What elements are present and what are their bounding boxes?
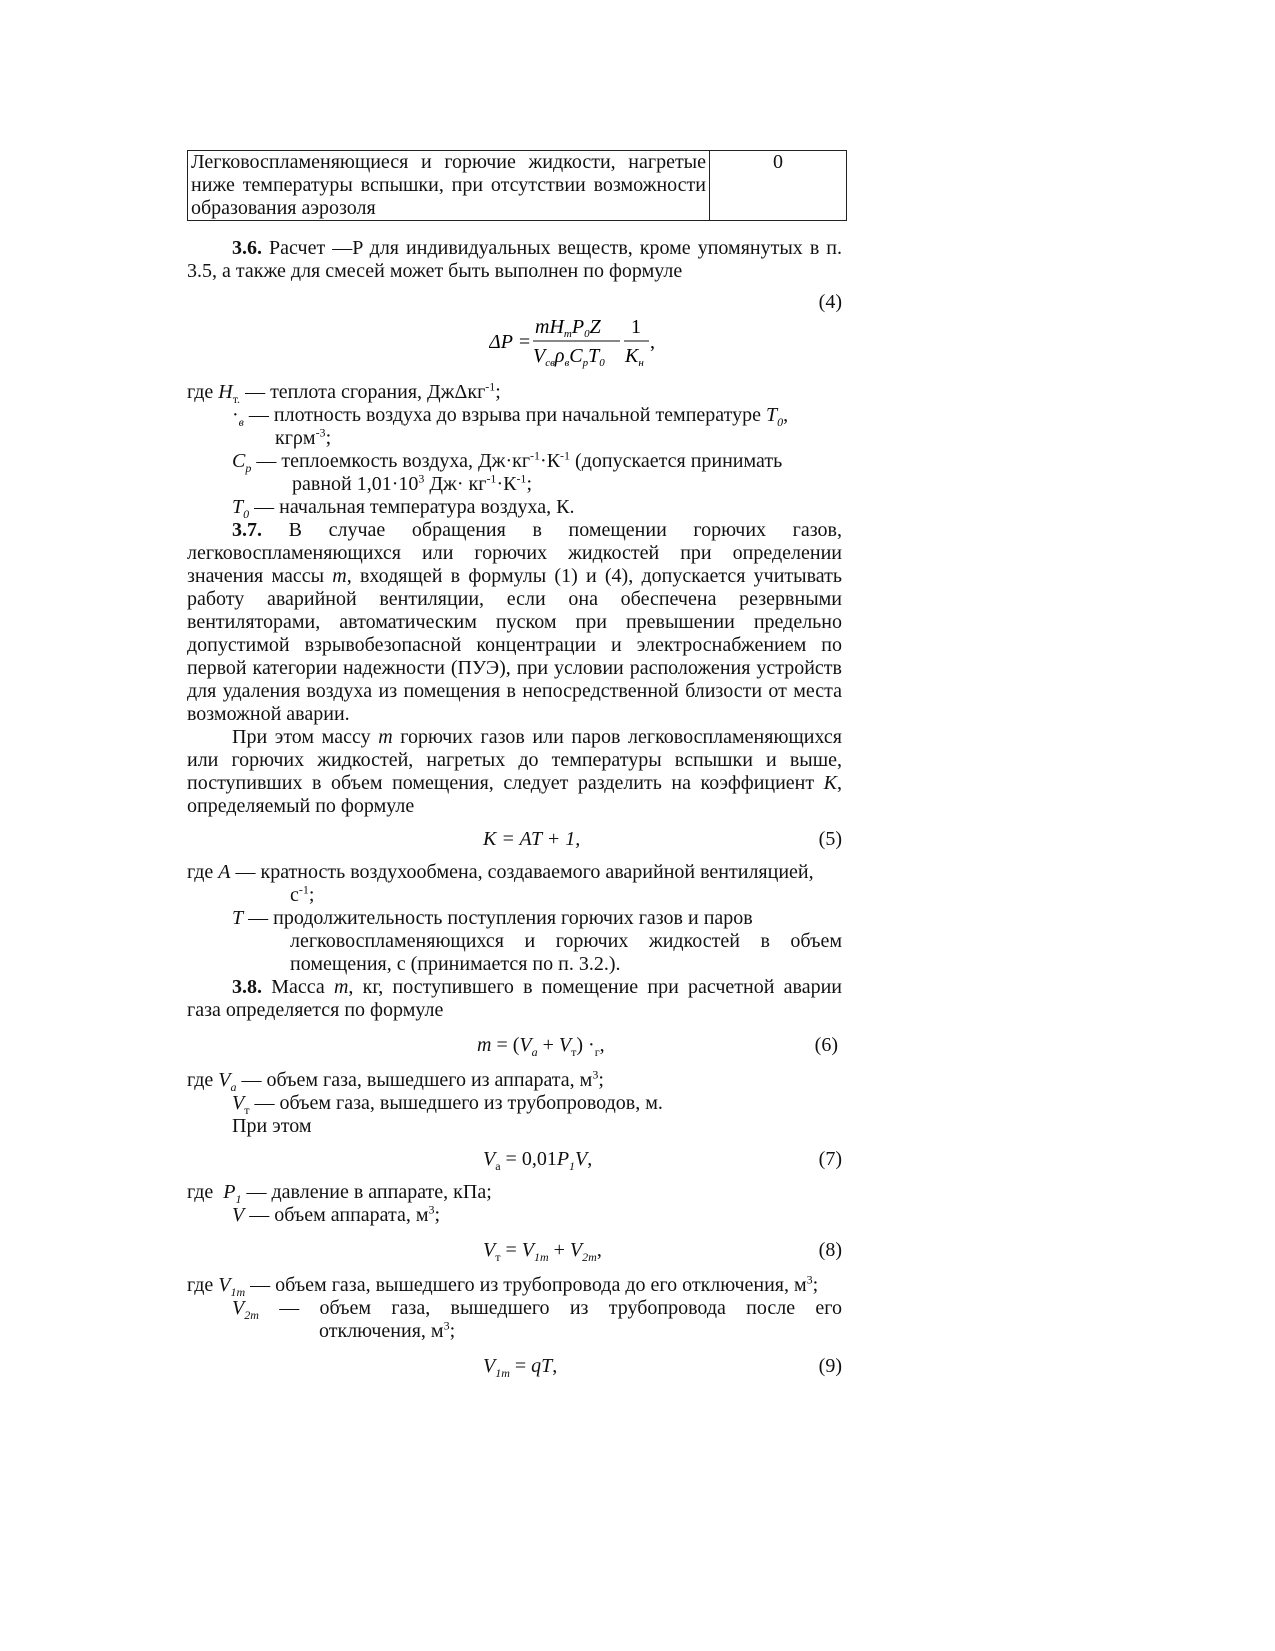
table-cell-value: 0 [710,151,847,221]
paragraph-3-6 [187,237,842,283]
formula-num-mh: mH [535,316,564,338]
def-heat: где $H_{т.}$ — теплота сгорания, ДжΔкг$^{-1}$; [187,379,501,406]
def-t0: $T_0$ — начальная температура воздуха, К. [232,496,575,521]
svg-text:VсвρвCрT0: $V_{св}\rho_вC_рT_0$ [533,345,605,369]
formula-7: $V_а = 0,01P_1V$, [483,1148,593,1173]
def-v: V — объем аппарата, $м^3$; [232,1202,441,1226]
svg-text:Kн: $K_н$ [625,345,644,369]
document-page [187,150,842,1388]
equation-8 [187,1239,842,1262]
equation-7 [187,1148,842,1171]
equation-9 [187,1355,842,1378]
paragraph-3-7: 3.7. В случае обращения в помещении горючих газов, легковоспламеняющихся или горючих жидкостей при определении значения массы m, входящей в формулы (1) и (4), допускается учитывать работу аварийной вентиляции, если она обеспечена резервными вентиляторами, автоматическим пуском при превышении предельно допустимой взрывобезопасной концентрации и электроснабжением по первой категории надежности (ПУЭ), при условии расположения устройств для удаления воздуха из помещения в непосредственной близости от места возможной аварии. [187,519,842,725]
paragraph-text: Расчет —P для индивидуальных веществ, кроме упомянутых в п. 3.5, а также для смесей может быть выполнен по формуле [187,237,842,282]
formula-den-v: V [533,345,546,367]
substance-table [187,150,847,221]
def-a: где A — кратность воздухообмена, создаваемого аварийной вентиляцией, $с^{-1}$; [187,861,814,906]
def-t: T — продолжительность поступления горючих газов и паров легковоспламеняющихся и горючих жидкостей в объем помещения, с (принимается по п. 3.2.). [232,907,842,975]
def-v2t: $V_{2т}$ — объем газа, вышедшего из трубопровода после его отключения, $м^3$; [232,1297,842,1342]
paragraph-3-8: 3.8. Масса m, кг, поступившего в помещение при расчетной аварии газа определяется по формуле [187,976,842,1021]
fraction2-den: K [625,345,639,367]
table-cell-substance: Легковоспламеняющиеся и горючие жидкости, нагретые ниже температуры вспышки, при отсутствии возможности образования аэрозоля [188,151,710,221]
formula-lhs: ΔP = [489,331,532,353]
equation-number: (7) [818,1148,842,1170]
section-number: 3.6. [232,237,262,259]
fraction2-num: 1 [631,316,641,338]
formula-6: $m = (V_а + V_т) \cdot_г$, [477,1034,605,1059]
equation-number: (9) [818,1355,842,1377]
svg-text:mHтP0Z: $mH_тP_0Z$ [535,316,601,340]
paragraph-3-7-2: При этом массу m горючих газов или паров легковоспламеняющихся или горючих жидкостей, нагретых до температуры вспышки и выше, поступивших в объем помещения, следует разделить на коэффициент K, определяемый по формуле [187,726,842,817]
formula-4 [489,313,689,373]
text-pri-etom: При этом [232,1115,312,1137]
equation-number: (8) [818,1239,842,1261]
section-number: 3.8. [232,976,262,998]
section-number: 3.7. [232,519,262,541]
def-vt: $V_т$ — объем газа, вышедшего из трубопроводов, м. [232,1092,663,1117]
formula-5: K = AT + 1, [483,828,581,850]
def-va: где $V_а$ — объем газа, вышедшего из аппарата, $м^3$; [187,1067,604,1094]
equation-5 [187,828,842,851]
def-cp: $C_р$ — теплоемкость воздуха, $Дж\cdot кг^{-1}\cdot К^{-1}$ (допускается принимать равной $1,01\cdot 10^3$ $Дж\cdot кг^{-1}\cdot К^{-1}$; [232,448,783,495]
equation-number: (5) [818,828,842,850]
def-p1: где $P_1$ — давление в аппарате, кПа; [187,1181,492,1206]
equation-4 [187,291,842,373]
equation-number: (4) [818,291,842,313]
equation-number: (6) [814,1034,838,1056]
def-rho: $\cdot_в$ — плотность воздуха до взрыва при начальной температуре $T_0$, кгρм$^{-3}$; [232,404,789,449]
table-row [188,151,847,221]
formula-tail: , [650,331,655,353]
formula-9: $V_{1т}$ = qT, [483,1355,558,1380]
equation-6 [187,1034,842,1057]
def-v1t: где $V_{1т}$ — объем газа, вышедшего из трубопровода до его отключения, $м^3$; [187,1272,819,1299]
formula-8: $V_т = V_{1т} + V_{2т}$, [483,1239,602,1264]
